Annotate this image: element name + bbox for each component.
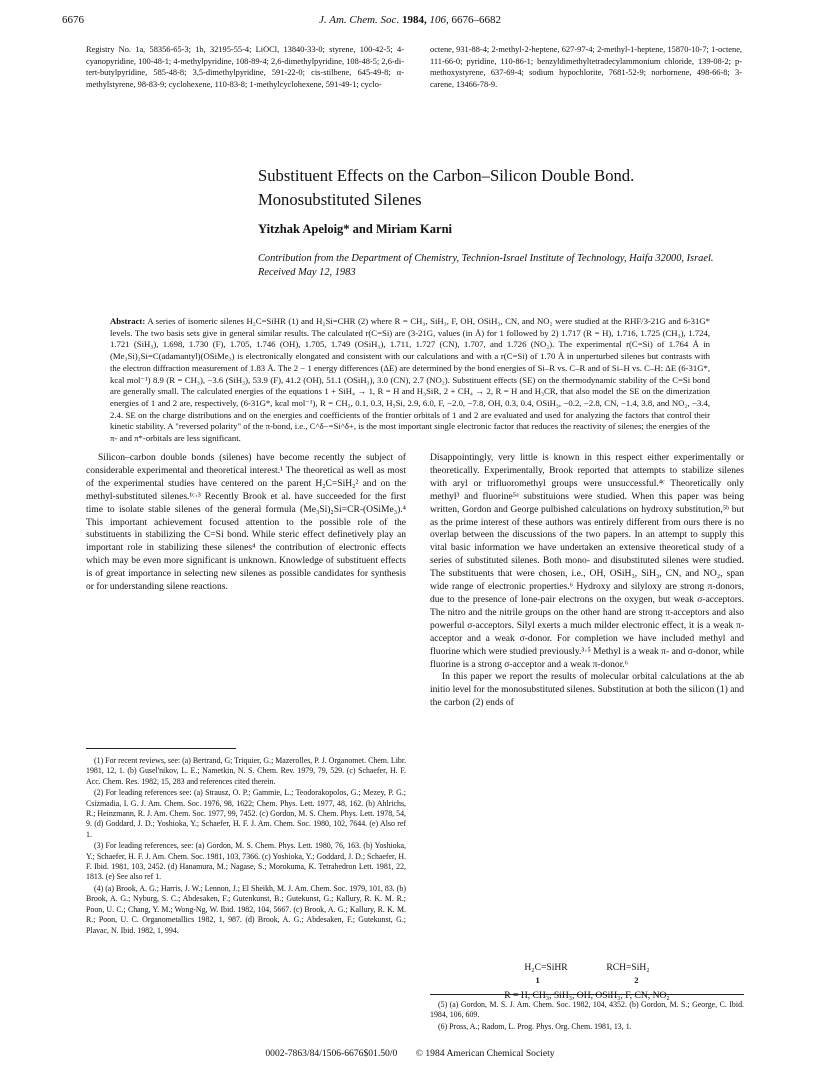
footnote-divider-left	[86, 748, 236, 749]
journal-citation	[62, 14, 758, 26]
running-header	[62, 14, 758, 36]
title-line-1: Substituent Effects on the Carbon–Silicon Double Bond.	[258, 166, 635, 185]
footnote-divider-right	[430, 994, 744, 995]
footnotes-right	[430, 1000, 744, 1033]
body-paragraph: Silicon–carbon double bonds (silenes) have become recently the subject of considerable experimental and theoretical interest.¹ The theoretical as well as most of the experimental studies have centered on the parent H₂C=SiH₂² and on the methyl-substituted silenes.¹ᶜ·³ Recently Brook et al. have succeeded for the first time to isolate stable silenes of the general formula (Me₃Si)₂Si=CR-(OSiMe₃).⁴ This important achievement focused attention to the possible role of the substituents in stabilizing the C=Si bond. While steric effect definetively play an important role in stabilizing these silenes⁴ the contribution of electronic effects which may be even more significant is unknown. Knowledge of substituent effects is of great importance in selecting new silenes as possible candidates for synthesis or for understanding silene reactions.	[86, 452, 406, 593]
abstract	[110, 316, 710, 445]
registry-numbers-left: Registry No. 1a, 58356-65-3; 1b, 32195-55-4; LiOCl, 13840-33-0; styrene, 100-42-5; 4-cyanopyridine, 100-48-1; 4-methylpyridine, 108-89-4; 2,6-dimethylpyridine, 108-48-5; 2,6-di-tert-butylpyridine, 585-48-8; 3,5-dimethylpyridine, 591-22-0; cis-stilbene, 645-49-8; α-methylstyrene, 98-83-9; cyclohexene, 110-83-8; 1-methylcyclohexene, 591-49-1; cyclo-	[86, 45, 404, 89]
abstract-label: Abstract:	[110, 316, 146, 326]
abstract-text: A series of isomeric silenes H₂C=SiHR (1) and H₂Si=CHR (2) where R = CH₃, SiH₃, F, OH, OSiH₃, CN, and NO₂ were studied at the RHF/3-21G and 6-31G* levels. The two basis sets give in general similar results. The calculated r(C=Si) are (3-21G, values (in Å) for 1 followed by 2) 1.717 (R = H), 1.716, 1.725 (CH₃), 1.724, 1.721 (SiH₃), 1.698, 1.730 (F), 1.705, 1.746 (OH), 1.705, 1.749 (OSiH₃), 1.711, 1.727 (CN), 1.707, and 1.726 (NO₂). The experimental r(C=Si) of 1.764 Å in (Me₃Si)₂Si=C(adamantyl)(OSiMe₃) is electronically elongated and consistent with our calculations and with a r(C=Si) of 1.70 Å in unperturbed silenes but contrasts with the electron diffraction measurement of 1.83 Å. The 2 − 1 energy differences (ΔE) are determined by the bond energies of Si–R vs. C–R and of Si–H vs. C–H: ΔE (6-31G*, kcal mol⁻¹) 8.9 (R = CH₃), −3.6 (SiH₃), 53.9 (F), 41.2 (OH), 51.1 (OSiH₃), 3.0 (CN), 2.7 (NO₂). Substituent effects (SE) on the thermodynamic stability of the C=Si bond are generally small. The calculated energies of the equations 1 + SiH₄ → 1, R = H and H₃SiR, 2 + CH₄ → 2, R = H and H₃CR, that also model the SE on the dimerization energies of 1 and 2 are, respectively, (6-31G*, kcal mol⁻¹), R = CH₃, 0.1, 0.3, H₃Si, 2.9, 6.0, F, −2.0, −7.8, OH, 0.3, 0.4, OSiH₃, −0.2, −2.8, CN, −1.4, 3.8, and NO₂, −3.4, 2.4. SE on the charge distributions and on the energies and coefficients of the frontier orbitals of 1 and 2 are evaluated and used for analyzing the factors that control their kinetic stability. A "reversed polarity" of the π-bond, i.e., C^δ−=Si^δ+, is the most important single electronic factor that reduces the reactivity of silenes; the energies of the π- and π*-orbitals are less significant.	[110, 316, 710, 444]
article-title	[258, 164, 758, 212]
title-line-2: Monosubstituted Silenes	[258, 190, 422, 209]
journal-volume: 106,	[429, 14, 449, 26]
body-paragraph: Disappointingly, very little is known in this respect either experimentally or theoretically. Experimentally, Brook reported that attempts to stabilize silenes with aryl or trifluoromethyl groups were unsuccessful.⁴ᶜ Theoretically only methyl³ and fluorine⁵ᵃ substituions were studied. When this paper was being written, Gordon and George pulbished calculations on hydroxy substitution,⁵ᵇ but as the prime interest of these authors was entirely different from ours there is no overlap between the discussions of the two papers. In an attempt to supply this vital basic information we have undertaken an extensive theoretical study of a series of substituted silenes. Both mono- and disubstituted silenes were studied. The substituents that were chosen, i.e., OH, OSiH₃, SiH₃, CN, and NO₂, span wide range of electronic properties.⁶ Hydroxy and silyloxy are strong π-donors, due to the presence of lone-pair electrons on the oxygen, but weak σ-acceptors. The nitro and the nitrile groups on the other hand are strong π-acceptors and also powerful σ-acceptors. Silyl exerts a much milder electronic effect, it is a weak π-acceptor and a weak σ-donor. For completion we have included methyl and fluorine which were studied previously.³·⁵ Methyl is a weak π- and σ-donor, while fluorine is a strong σ-acceptor and a weak π-donor.⁶	[430, 452, 744, 670]
body-left-column	[86, 452, 406, 594]
body-right-column	[430, 452, 744, 710]
authors: Yitzhak Apeloig* and Miriam Karni	[258, 222, 452, 236]
formula-silene-1: H₂C=SiHR	[524, 962, 568, 973]
formula-silene-2: RCH=SiH₂	[606, 962, 650, 973]
footnote-4: (4) (a) Brook, A. G.; Harris, J. W.; Lennon, J.; El Sheikh, M. J. Am. Chem. Soc. 1979, 101, 83. (b) Brook, A. G.; Nyburg, S. C.; Abdesaken, F.; Gutenkunst, B.; Gutekunst, G.; Kallury, R. K. M. R.; Poon, U. C.; Chang, Y. M.; Wong-Ng, W. Ibid. 1982, 104, 5667. (c) Brook, A. G.; Kallury, R. K. M. R.; Poon, U. C. Organometallics 1982, 1, 987. (d) Brook, A. G.; Abdesaken, F.; Gutekunst, G.; Plavac, N. Ibid. 1982, 1, 994.	[86, 883, 406, 935]
article-code: 0002-7863/84/1506-6676$01.50/0	[265, 1048, 398, 1059]
compound-label-1: 1	[535, 975, 540, 985]
footnote-1: (1) For recent reviews, see: (a) Bertrand, G; Triquier, G.; Mazerolles, P. J. Organomet. Chem. Libr. 1981, 12, 1. (b) Gusel'nikov, L. E.; Nametkin, N. S. Chem. Rev. 1979, 79, 529. (c) Schaefer, H. F. Acc. Chem. Res. 1982, 15, 283 and references cited therein.	[86, 756, 406, 786]
body-paragraph: In this paper we report the results of molecular orbital calculations at the ab initio level for the monosubstituted silenes. Substitution at both the silicon (1) and the carbon (2) ends of	[430, 671, 744, 709]
journal-year: 1984,	[401, 14, 427, 26]
footnote-3: (3) For leading references, see: (a) Gordon, M. S. Chem. Phys. Lett. 1980, 76, 163. (b) Yoshioka, Y.; Schaefer, H. F. J. Am. Chem. Soc. 1981, 103, 7366. (c) Yoshioka, Y.; Goddard, J. D.; Schaefer, H. F. Ibid. 1981, 103, 2452. (d) Hanamura, M.; Nagase, S.; Morokuma, K. Tetrahedron Lett. 1981, 22, 1813. (e) See also ref 1.	[86, 841, 406, 882]
compound-label-2: 2	[634, 975, 639, 985]
silene-scheme	[430, 962, 744, 1002]
footnote-6: (6) Pross, A.; Radom, L. Prog. Phys. Org. Chem. 1981, 13, 1.	[438, 1021, 632, 1031]
page-number: 6676	[62, 14, 84, 26]
copyright: © 1984 American Chemical Society	[415, 1048, 555, 1059]
contribution-line: Contribution from the Department of Chemistry, Technion-Israel Institute of Technology, Haifa 32000, Israel. Received May 12, 1983	[258, 253, 714, 278]
page-footer	[0, 1048, 820, 1059]
journal-name: J. Am. Chem. Soc.	[319, 14, 400, 26]
substituent-list: R = H, CH₃, SiH₃, OH, OSiH₃, F, CN, NO₂	[504, 990, 670, 1001]
registry-numbers-right: octene, 931-88-4; 2-methyl-2-heptene, 627-97-4; 2-methyl-1-heptene, 15870-10-7; 1-octene, 111-66-0; pyridine, 110-86-1; benzyldimethyltetradecylammonium chloride, 139-08-2; p-methoxystyrene, 637-69-4; sodium hypochlorite, 7681-52-9; norbornene, 498-66-8; 3-carene, 13466-78-9.	[430, 45, 742, 89]
journal-pages: 6676–6682	[451, 14, 501, 26]
footnote-5: (5) (a) Gordon, M. S. J. Am. Chem. Soc. 1982, 104, 4352. (b) Gordon, M. S.; George, C. Ibid. 1984, 106, 609.	[430, 1000, 744, 1020]
footnote-2: (2) For leading references see: (a) Strausz, O. P.; Gammie, L.; Teodorakopolos, G.; Mezey, P. G.; Csizmadia, I. G. J. Am. Chem. Soc. 1976, 98, 1622; Chem. Phys. Lett. 1977, 48, 162. (b) Ahlrichs, R.; Heinzmann, R. J. Am. Chem. Soc. 1977, 99, 7452. (c) Gordon, M. S. Chem. Phys. Lett. 1978, 54, 9. (d) Goddard, J. D.; Yoshioka, Y.; Schaefer, H. F. J. Am. Chem. Soc. 1980, 102, 7644. (e) Also ref 1.	[86, 788, 406, 839]
footnotes-left	[86, 756, 406, 937]
